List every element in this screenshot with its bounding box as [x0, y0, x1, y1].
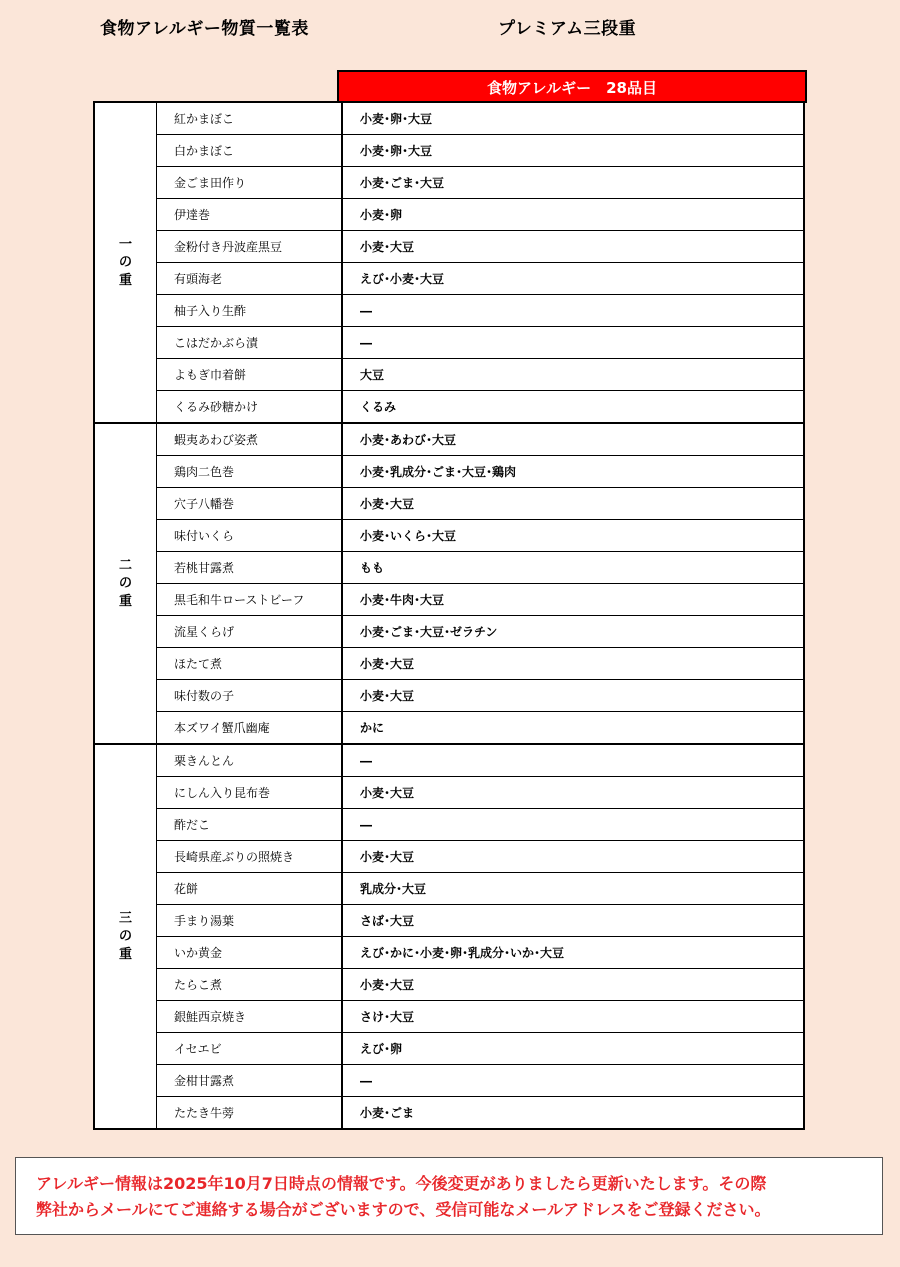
allergen-list: 小麦･大豆 — [342, 969, 804, 1001]
dish-name: 流星くらげ — [157, 616, 343, 648]
allergen-list: 乳成分･大豆 — [342, 873, 804, 905]
dish-name: 金柑甘露煮 — [157, 1065, 343, 1097]
allergen-list: 小麦･乳成分･ごま･大豆･鶏肉 — [342, 456, 804, 488]
allergen-list: 小麦･ごま — [342, 1097, 804, 1130]
table-row — [94, 1001, 804, 1033]
document-title: 食物アレルギー物質一覧表 — [100, 19, 309, 39]
allergen-list: えび･かに･小麦･卵･乳成分･いか･大豆 — [342, 937, 804, 969]
allergen-list: ― — [342, 744, 804, 777]
tier-label — [94, 102, 157, 423]
dish-name: イセエビ — [157, 1033, 343, 1065]
table-row — [94, 488, 804, 520]
allergen-list: さば･大豆 — [342, 905, 804, 937]
dish-name: 有頭海老 — [157, 263, 343, 295]
allergen-list: 大豆 — [342, 359, 804, 391]
table-row — [94, 969, 804, 1001]
dish-name: 長崎県産ぶりの照焼き — [157, 841, 343, 873]
notice-line-1: アレルギー情報は2025年10月7日時点の情報です。今後変更がありましたら更新いたします。その際 — [36, 1174, 767, 1193]
table-row — [94, 359, 804, 391]
table-row — [94, 391, 804, 424]
dish-name: 金粉付き丹波産黒豆 — [157, 231, 343, 263]
table-row — [94, 1033, 804, 1065]
allergen-table — [93, 101, 805, 1130]
dish-name: 鶏肉二色巻 — [157, 456, 343, 488]
dish-name: ほたて煮 — [157, 648, 343, 680]
dish-name: こはだかぶら漬 — [157, 327, 343, 359]
table-row — [94, 167, 804, 199]
dish-name: 白かまぼこ — [157, 135, 343, 167]
dish-name: にしん入り昆布巻 — [157, 777, 343, 809]
tier-label — [94, 744, 157, 1129]
allergen-list: 小麦･大豆 — [342, 231, 804, 263]
tier-label-char: 三 — [118, 910, 132, 926]
dish-name: よもぎ巾着餅 — [157, 359, 343, 391]
table-row — [94, 327, 804, 359]
allergen-list: えび･卵 — [342, 1033, 804, 1065]
allergen-list: ― — [342, 809, 804, 841]
notice-line-2: 弊社からメールにてご連絡する場合がございますので、受信可能なメールアドレスをご登録ください。 — [36, 1200, 771, 1219]
table-row — [94, 199, 804, 231]
allergen-list: 小麦･大豆 — [342, 841, 804, 873]
table-row — [94, 937, 804, 969]
allergen-list: 小麦･ごま･大豆･ゼラチン — [342, 616, 804, 648]
allergen-list: 小麦･牛肉･大豆 — [342, 584, 804, 616]
dish-name: 本ズワイ蟹爪幽庵 — [157, 712, 343, 745]
allergy-notice — [15, 1157, 883, 1235]
dish-name: 穴子八幡巻 — [157, 488, 343, 520]
dish-name: 手まり湯葉 — [157, 905, 343, 937]
table-row — [94, 777, 804, 809]
table-row — [94, 584, 804, 616]
tier-label — [94, 423, 157, 744]
table-row — [94, 1097, 804, 1130]
allergen-list: さけ･大豆 — [342, 1001, 804, 1033]
tier-label-char: 重 — [118, 946, 132, 962]
allergen-list: ― — [342, 327, 804, 359]
table-row — [94, 423, 804, 456]
table-row — [94, 680, 804, 712]
allergen-list: 小麦･卵･大豆 — [342, 135, 804, 167]
tier-label-char: 重 — [118, 593, 132, 609]
dish-name: 味付いくら — [157, 520, 343, 552]
table-row — [94, 905, 804, 937]
allergen-column-header: 食物アレルギー 28品目 — [337, 70, 807, 103]
allergen-list: ― — [342, 1065, 804, 1097]
tier-label-char: の — [118, 928, 132, 944]
table-row — [94, 1065, 804, 1097]
dish-name: いか黄金 — [157, 937, 343, 969]
table-row — [94, 648, 804, 680]
dish-name: 黒毛和牛ローストビーフ — [157, 584, 343, 616]
table-row — [94, 102, 804, 135]
dish-name: 酢だこ — [157, 809, 343, 841]
dish-name: 紅かまぼこ — [157, 102, 343, 135]
table-row — [94, 456, 804, 488]
allergen-list: くるみ — [342, 391, 804, 424]
tier-label-char: 一 — [118, 236, 132, 252]
table-row — [94, 263, 804, 295]
allergen-list: 小麦･卵 — [342, 199, 804, 231]
table-row — [94, 712, 804, 745]
allergen-list: 小麦･いくら･大豆 — [342, 520, 804, 552]
dish-name: 金ごま田作り — [157, 167, 343, 199]
table-row — [94, 873, 804, 905]
allergen-list: かに — [342, 712, 804, 745]
tier-label-char: 重 — [118, 272, 132, 288]
table-row — [94, 616, 804, 648]
allergen-list: 小麦･卵･大豆 — [342, 102, 804, 135]
table-row — [94, 841, 804, 873]
allergen-list: 小麦･大豆 — [342, 488, 804, 520]
allergen-list: ― — [342, 295, 804, 327]
dish-name: 栗きんとん — [157, 744, 343, 777]
dish-name: くるみ砂糖かけ — [157, 391, 343, 424]
dish-name: たたき牛蒡 — [157, 1097, 343, 1130]
allergen-list: 小麦･あわび･大豆 — [342, 423, 804, 456]
table-row — [94, 231, 804, 263]
dish-name: 伊達巻 — [157, 199, 343, 231]
allergen-table-body — [94, 102, 804, 1129]
dish-name: たらこ煮 — [157, 969, 343, 1001]
dish-name: 柚子入り生酢 — [157, 295, 343, 327]
allergen-list: 小麦･大豆 — [342, 680, 804, 712]
tier-label-char: の — [118, 575, 132, 591]
dish-name: 味付数の子 — [157, 680, 343, 712]
product-title: プレミアム三段重 — [498, 19, 637, 39]
table-row — [94, 744, 804, 777]
tier-label-char: 二 — [118, 557, 132, 573]
allergen-list: 小麦･大豆 — [342, 777, 804, 809]
allergen-list: 小麦･大豆 — [342, 648, 804, 680]
allergen-list: もも — [342, 552, 804, 584]
tier-label-char: の — [118, 254, 132, 270]
dish-name: 蝦夷あわび姿煮 — [157, 423, 343, 456]
table-row — [94, 520, 804, 552]
table-row — [94, 295, 804, 327]
dish-name: 若桃甘露煮 — [157, 552, 343, 584]
dish-name: 花餅 — [157, 873, 343, 905]
table-row — [94, 809, 804, 841]
table-row — [94, 552, 804, 584]
allergen-list: 小麦･ごま･大豆 — [342, 167, 804, 199]
dish-name: 銀鮭西京焼き — [157, 1001, 343, 1033]
allergen-list: えび･小麦･大豆 — [342, 263, 804, 295]
table-row — [94, 135, 804, 167]
